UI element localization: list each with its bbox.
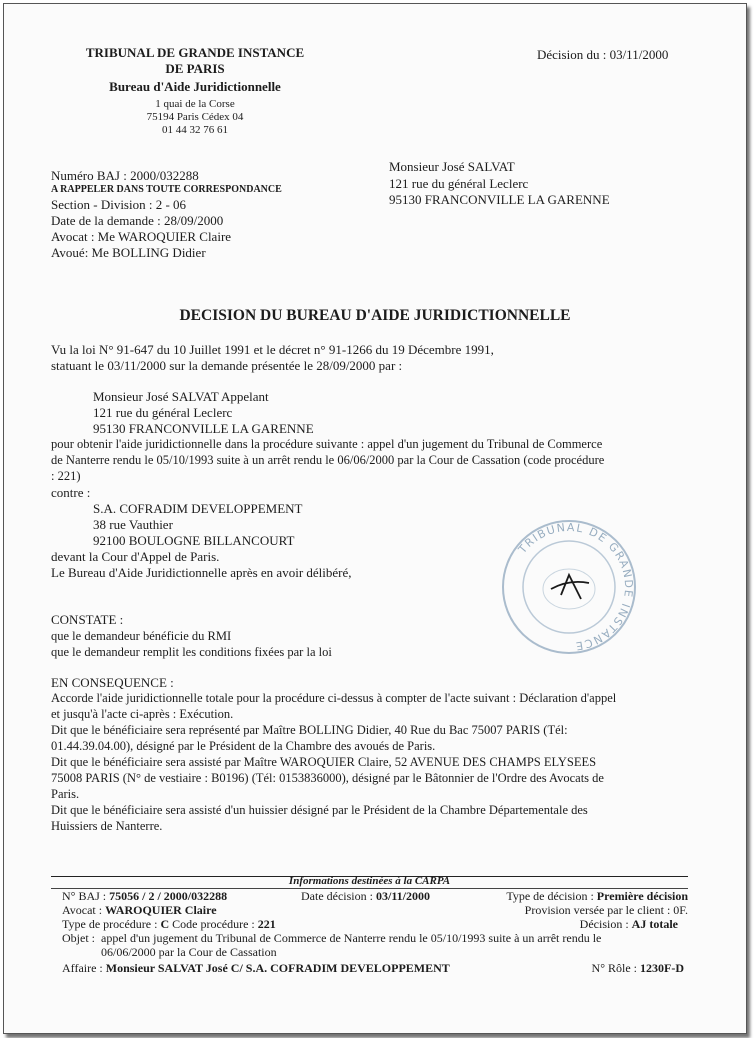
court-address-line2: 75194 Paris Cédex 04	[146, 111, 244, 123]
carpa-provision: Provision versée par le client : 0F.	[524, 903, 688, 917]
carpa-decision	[580, 917, 678, 931]
applicant-name: Monsieur José SALVAT Appelant	[93, 389, 269, 404]
carpa-proc-code-label: Code procédure :	[169, 917, 258, 931]
consequence-line1: Accorde l'aide juridictionnelle totale pour la procédure ci-dessus à compter de l'acte suivant : Déclaration d'appel	[51, 691, 617, 705]
carpa-baj-value: 75056 / 2 / 2000/032288	[109, 889, 228, 903]
lawyer-line: Avocat : Me WAROQUIER Claire	[51, 229, 232, 244]
section-division: Section - Division : 2 - 06	[51, 197, 187, 212]
carpa-role	[592, 961, 684, 975]
applicant-city: 95130 FRANCONVILLE LA GARENNE	[93, 421, 314, 436]
carpa-objet-label: Objet :	[62, 931, 95, 945]
purpose-line3: : 221)	[51, 469, 81, 483]
court-seal-stamp	[499, 517, 639, 657]
carpa-decision-type	[506, 889, 688, 903]
consequence-line3: Dit que le bénéficiaire sera représenté par Maître BOLLING Didier, 40 Rue du Bac 75007 PARIS (Tél:	[51, 723, 568, 737]
carpa-role-value: 1230F-D	[640, 961, 684, 975]
recipient-name: Monsieur José SALVAT	[389, 159, 515, 174]
consequence-line9: Huissiers de Nanterre.	[51, 819, 163, 833]
deliberation-line: Le Bureau d'Aide Juridictionnelle après en avoir délibéré,	[51, 565, 352, 580]
carpa-baj-label: N° BAJ :	[62, 889, 110, 903]
purpose-line2: de Nanterre rendu le 05/10/1993 suite à un arrêt rendu le 06/06/2000 par la Cour de Cassation (code procédure	[51, 453, 605, 467]
carpa-decision-label: Décision :	[579, 917, 632, 931]
carpa-objet-line2: 06/06/2000 par la Cour de Cassation	[101, 945, 277, 959]
carpa-decision-date-label: Date décision :	[301, 889, 376, 903]
intro-line1: Vu la loi N° 91-647 du 10 Juillet 1991 et le décret n° 91-1266 du 19 Décembre 1991,	[51, 342, 494, 357]
carpa-decision-type-label: Type de décision :	[506, 889, 597, 903]
recipient-street: 121 rue du général Leclerc	[389, 176, 529, 191]
page-title: DECISION DU BUREAU D'AIDE JURIDICTIONNELLE	[179, 307, 571, 324]
constate-line1: que le demandeur bénéficie du RMI	[51, 629, 232, 643]
constate-line2: que le demandeur remplit les conditions fixées par la loi	[51, 645, 332, 659]
baj-number: Numéro BAJ : 2000/032288	[51, 168, 199, 183]
carpa-heading: Informations destinées à la CARPA	[288, 875, 451, 887]
court-line: devant la Cour d'Appel de Paris.	[51, 549, 220, 564]
opponent-street: 38 rue Vauthier	[93, 517, 173, 532]
carpa-proc-type-value: C	[160, 917, 170, 931]
carpa-proc-type-label: Type de procédure :	[62, 917, 161, 931]
consequence-line5: Dit que le bénéficiaire sera assisté par Maître WAROQUIER Claire, 52 AVENUE DES CHAMPS ELYSEES	[51, 755, 597, 769]
carpa-affaire-value: Monsieur SALVAT José C/ S.A. COFRADIM DEVELOPPEMENT	[105, 961, 450, 975]
consequence-heading: EN CONSEQUENCE :	[51, 675, 174, 690]
contre-label: contre :	[51, 485, 91, 500]
consequence-line8: Dit que le bénéficiaire sera assisté d'un huissier désigné par le Président de la Chambre Départementale des	[51, 803, 588, 817]
seal-text: TRIBUNAL DE GRANDE INSTANCE	[515, 520, 636, 653]
carpa-decision-date-value: 03/11/2000	[375, 889, 430, 903]
opponent-name: S.A. COFRADIM DEVELOPPEMENT	[93, 501, 303, 516]
decision-date: Décision du : 03/11/2000	[537, 47, 669, 62]
carpa-procedure	[62, 917, 276, 931]
court-address-line1: 1 quai de la Corse	[155, 98, 235, 110]
reminder-notice: A RAPPELER DANS TOUTE CORRESPONDANCE	[51, 184, 282, 195]
carpa-decision-value: AJ totale	[631, 917, 678, 931]
carpa-affaire-label: Affaire :	[62, 961, 106, 975]
document-page	[3, 3, 747, 1034]
consequence-line7: Paris.	[51, 787, 80, 801]
carpa-proc-code-value: 221	[257, 917, 276, 931]
carpa-lawyer	[62, 903, 217, 917]
court-phone: 01 44 32 76 61	[162, 124, 228, 136]
carpa-lawyer-value: WAROQUIER Claire	[105, 903, 217, 917]
bureau-name: Bureau d'Aide Juridictionnelle	[109, 79, 281, 94]
request-date: Date de la demande : 28/09/2000	[51, 213, 224, 228]
opponent-city: 92100 BOULOGNE BILLANCOURT	[93, 533, 295, 548]
avoue-line: Avoué: Me BOLLING Didier	[51, 245, 206, 260]
court-name-line1: TRIBUNAL DE GRANDE INSTANCE	[85, 45, 305, 60]
carpa-objet-line1: appel d'un jugement du Tribunal de Commerce de Nanterre rendu le 05/10/1993 suite à un arrêt rendu le	[101, 931, 602, 945]
consequence-line2: et jusqu'à l'acte ci-après : Exécution.	[51, 707, 234, 721]
purpose-line1: pour obtenir l'aide juridictionnelle dans la procédure suivante : appel d'un jugement du Tribunal de Commerce	[51, 437, 603, 451]
carpa-affaire	[62, 961, 450, 975]
carpa-decision-date	[301, 889, 430, 903]
applicant-street: 121 rue du général Leclerc	[93, 405, 233, 420]
consequence-line6: 75008 PARIS (N° de vestiaire : B0196) (Tél: 0153836000), désigné par le Bâtonnier de l'Ordre des Avocats de	[51, 771, 604, 785]
carpa-decision-type-value: Première décision	[596, 889, 688, 903]
carpa-lawyer-label: Avocat :	[62, 903, 106, 917]
recipient-city: 95130 FRANCONVILLE LA GARENNE	[389, 192, 610, 207]
carpa-baj	[62, 889, 227, 903]
constate-heading: CONSTATE :	[51, 612, 124, 627]
intro-line2: statuant le 03/11/2000 sur la demande présentée le 28/09/2000 par :	[51, 358, 403, 373]
signature-mark	[551, 575, 589, 599]
consequence-line4: 01.44.39.04.00), désigné par le Président de la Chambre des avoués de Paris.	[51, 739, 436, 753]
carpa-role-label: N° Rôle :	[591, 961, 640, 975]
court-name-line2: DE PARIS	[165, 61, 225, 76]
